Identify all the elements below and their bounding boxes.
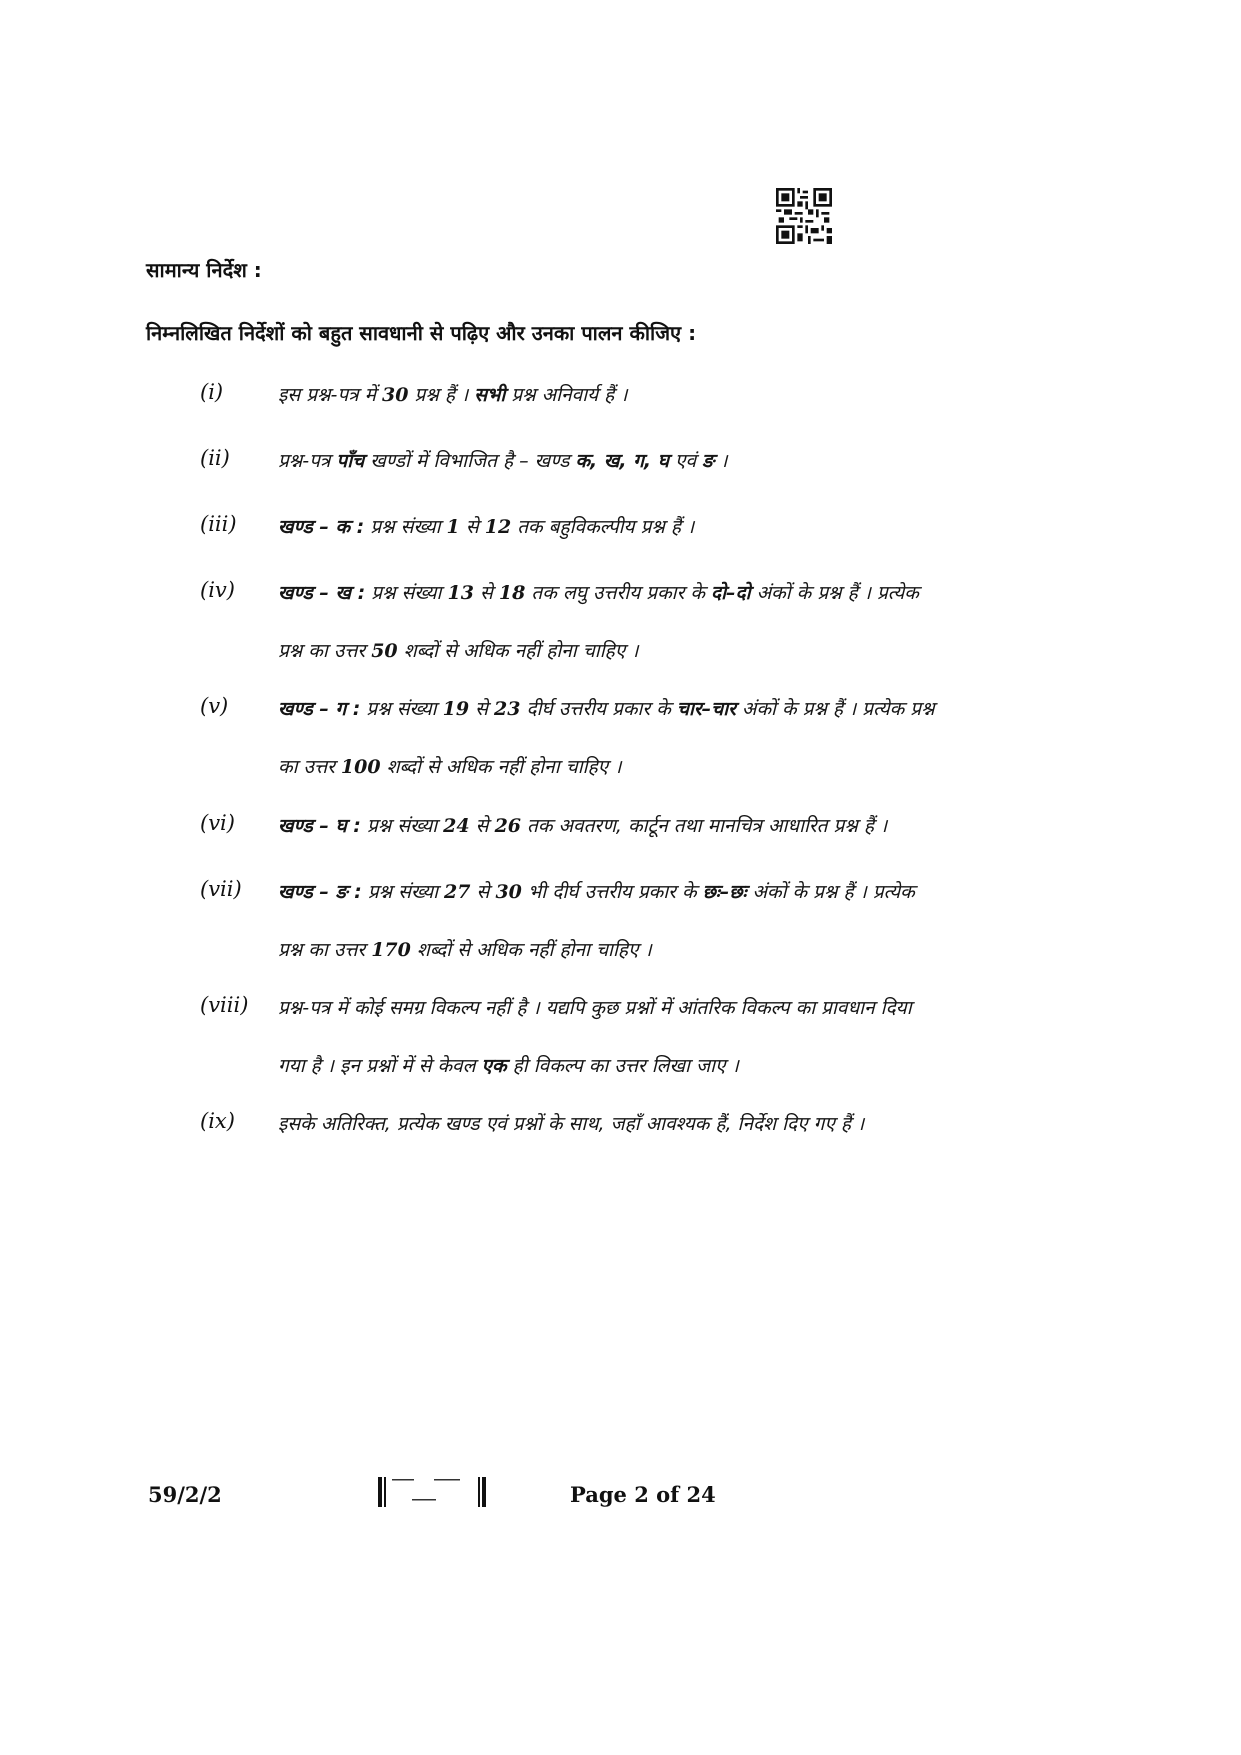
item-text-line-2: गया है । इन प्रश्नों में से केवल एक ही विकल्प का उत्तर लिखा जाए । [278,1055,739,1077]
item-text: खण्ड – क : प्रश्न संख्या 1 से 12 तक बहुविकल्पीय प्रश्न हैं । [278,516,695,538]
qr-code-icon [776,188,832,244]
item-number: (vii) [200,877,242,901]
item-number: (i) [200,380,224,404]
instructions-intro: निम्नलिखित निर्देशों को बहुत सावधानी से पढ़िए और उनका पालन कीजिए : [146,321,697,345]
item-number: (ix) [200,1109,235,1133]
item-text-line-2: का उत्तर 100 शब्दों से अधिक नहीं होना चाहिए । [278,756,622,778]
barcode-icon [378,1477,486,1507]
item-text-line-1: खण्ड – ङ : प्रश्न संख्या 27 से 30 भी दीर्घ उत्तरीय प्रकार के छः–छः अंकों के प्रश्न हैं । प्रत्येक [278,881,915,903]
item-number: (iv) [200,578,235,602]
item-text-line-1: प्रश्न-पत्र में कोई समग्र विकल्प नहीं है । यद्यपि कुछ प्रश्नों में आंतरिक विकल्प का प्रावधान दिया [278,997,912,1019]
item-number: (vi) [200,811,235,835]
item-text: इस प्रश्न-पत्र में 30 प्रश्न हैं । सभी प्रश्न अनिवार्य हैं । [278,384,628,406]
item-text-line-1: खण्ड – ख : प्रश्न संख्या 13 से 18 तक लघु उत्तरीय प्रकार के दो–दो अंकों के प्रश्न हैं । प्रत्येक [278,582,919,604]
paper-code: 59/2/2 [148,1482,222,1507]
item-text-line-2: प्रश्न का उत्तर 50 शब्दों से अधिक नहीं होना चाहिए । [278,640,639,662]
item-number: (viii) [200,993,249,1017]
item-text: खण्ड – घ : प्रश्न संख्या 24 से 26 तक अवतरण, कार्टून तथा मानचित्र आधारित प्रश्न हैं । [278,815,888,837]
general-instructions-heading: सामान्य निर्देश : [146,258,262,282]
item-number: (ii) [200,446,230,470]
page-number: Page 2 of 24 [570,1482,716,1507]
item-number: (iii) [200,512,237,536]
item-text-line-1: खण्ड – ग : प्रश्न संख्या 19 से 23 दीर्घ उत्तरीय प्रकार के चार–चार अंकों के प्रश्न हैं । प्रत्येक प्रश्न [278,698,935,720]
item-text: प्रश्न-पत्र पाँच खण्डों में विभाजित है – खण्ड क, ख, ग, घ एवं ङ । [278,450,728,472]
item-text-line-2: प्रश्न का उत्तर 170 शब्दों से अधिक नहीं होना चाहिए । [278,939,652,961]
item-number: (v) [200,694,229,718]
item-text: इसके अतिरिक्त, प्रत्येक खण्ड एवं प्रश्नों के साथ, जहाँ आवश्यक हैं, निर्देश दिए गए हैं । [278,1113,865,1135]
